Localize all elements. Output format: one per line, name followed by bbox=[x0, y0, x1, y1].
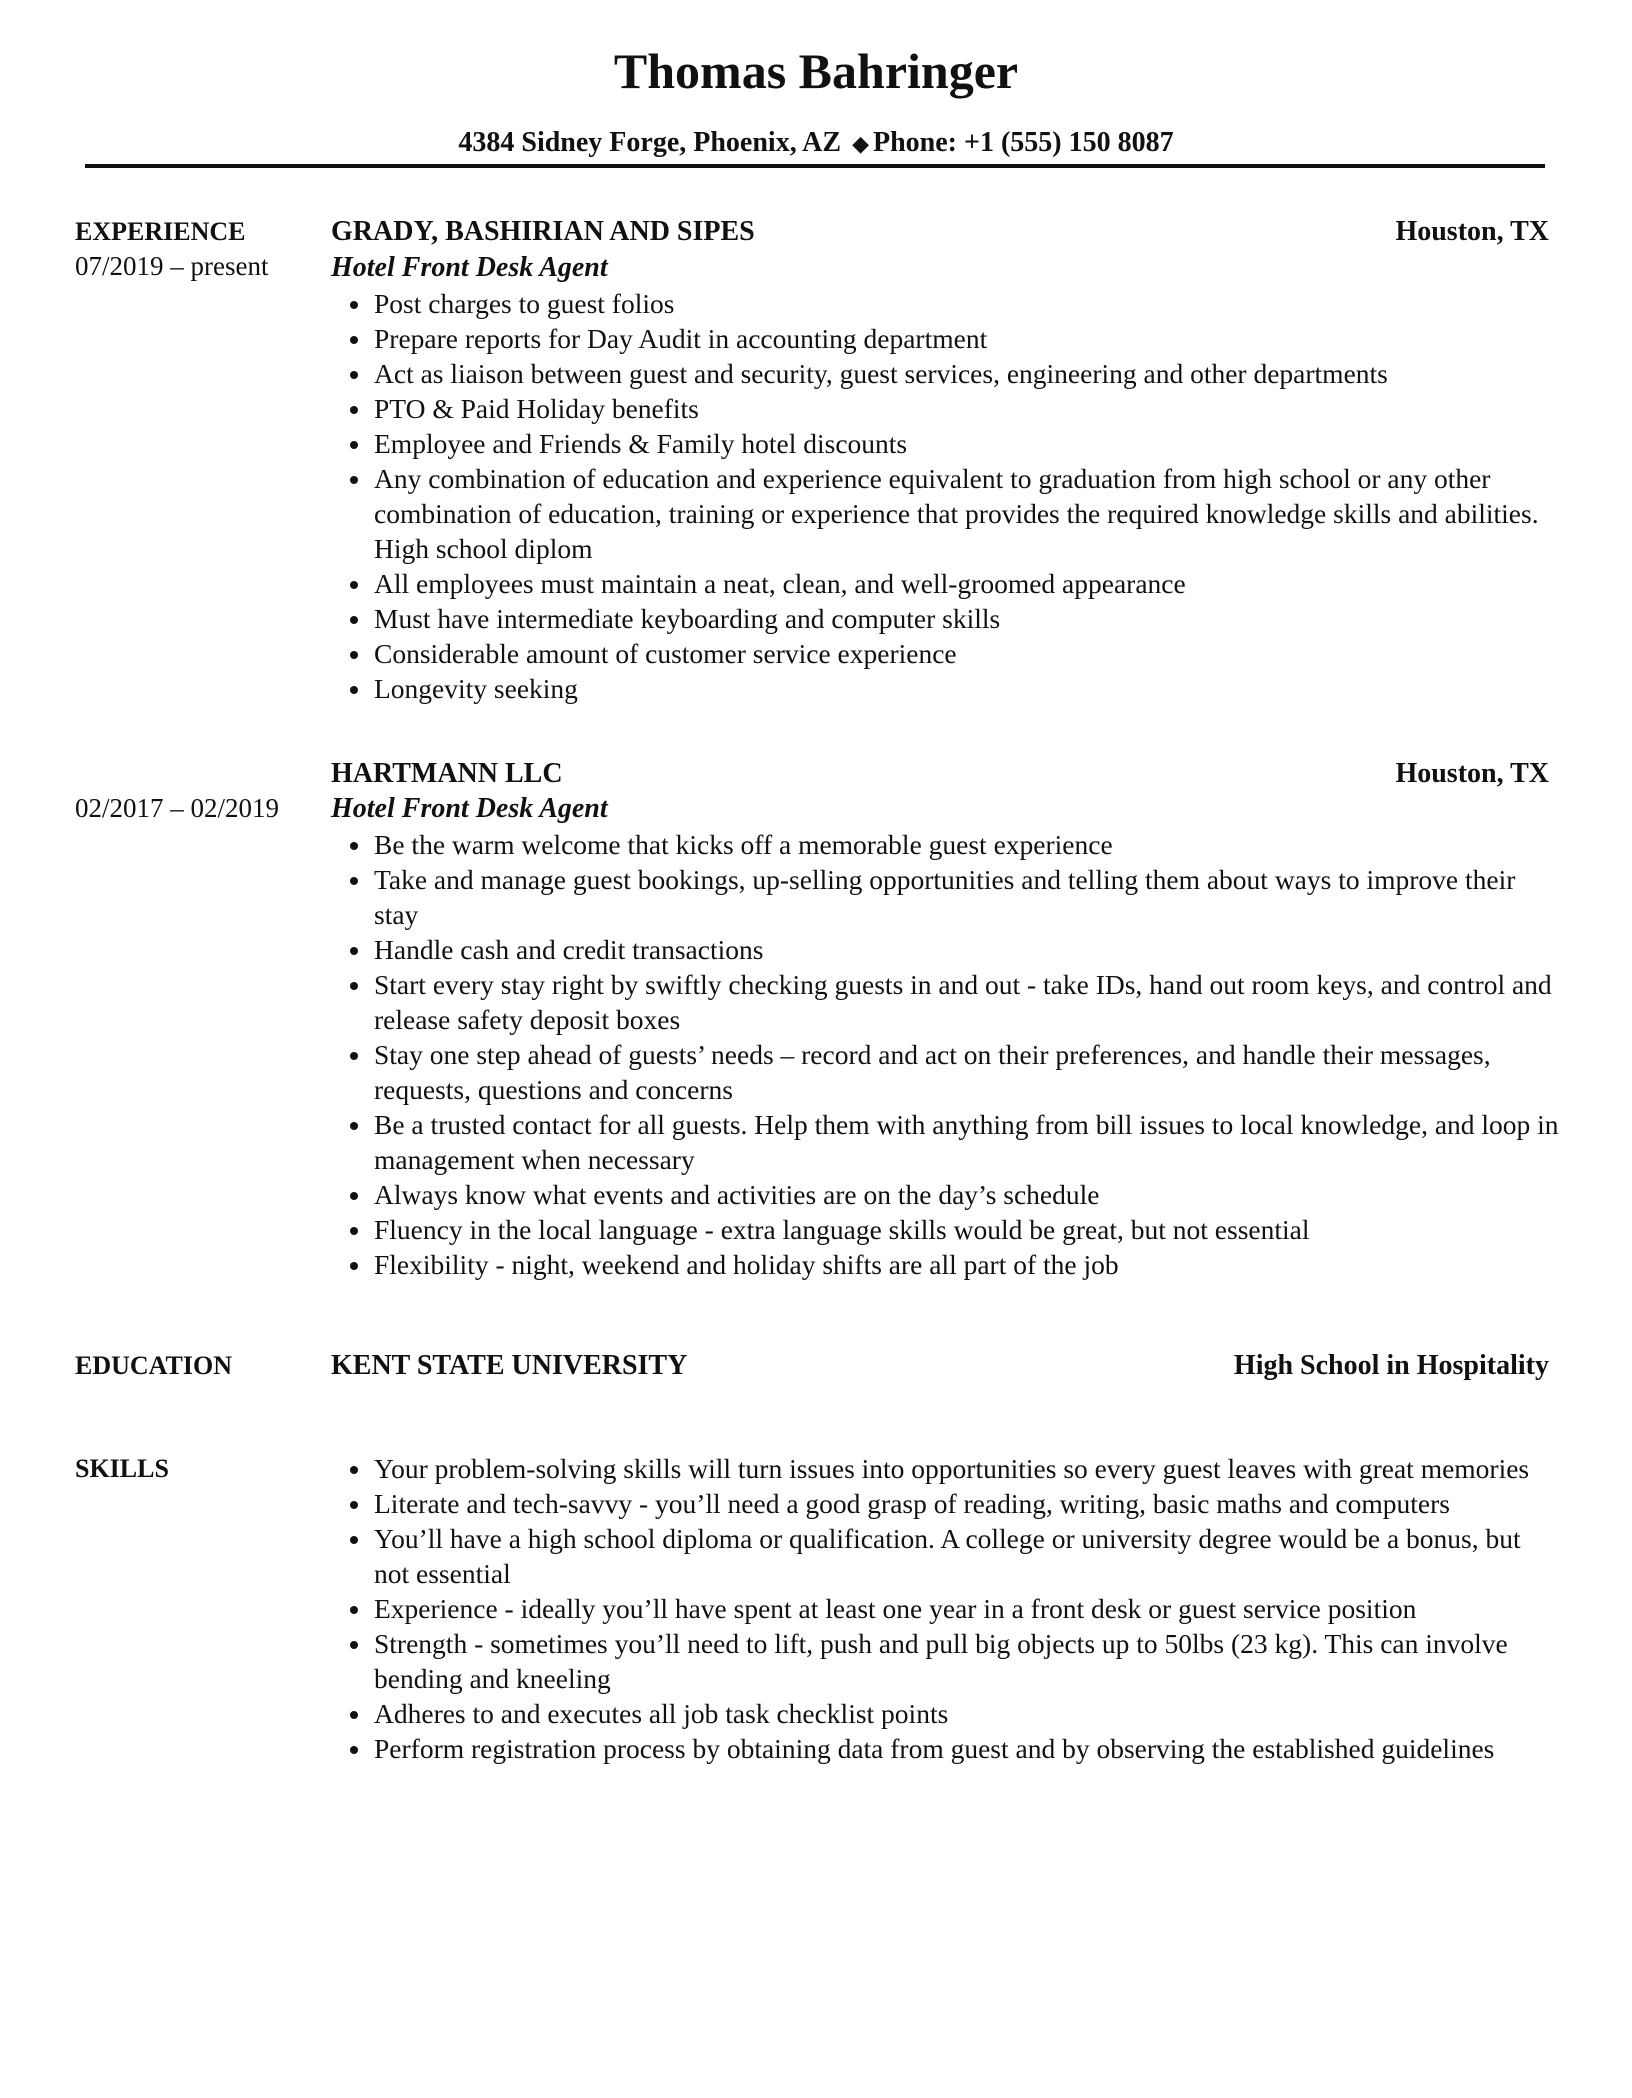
bullet-item bbox=[331, 1037, 1561, 1107]
bullet-text: Your problem-solving skills will turn issues into opportunities so every guest leaves with great memories bbox=[374, 1453, 1530, 1484]
bullet-dot-icon bbox=[350, 651, 358, 659]
bullet-dot-icon bbox=[350, 1262, 358, 1270]
bullet-item bbox=[331, 827, 1561, 862]
header-divider bbox=[85, 164, 1545, 168]
bullet-item bbox=[331, 1247, 1561, 1282]
section-label-experience: EXPERIENCE bbox=[75, 217, 246, 246]
bullet-dot-icon bbox=[350, 1536, 358, 1544]
employer-name: HARTMANN LLC bbox=[331, 758, 563, 789]
bullet-dot-icon bbox=[350, 1711, 358, 1719]
bullet-dot-icon bbox=[350, 877, 358, 885]
school-name: KENT STATE UNIVERSITY bbox=[331, 1350, 688, 1381]
bullet-item bbox=[331, 1696, 1561, 1731]
bullet-text: Strength - sometimes you’ll need to lift, push and pull big objects up to 50lbs (23 kg). This can involve bending and kneeling bbox=[374, 1628, 1508, 1694]
bullet-dot-icon bbox=[350, 1641, 358, 1649]
job-dates: 07/2019 – present bbox=[75, 251, 269, 281]
bullet-dot-icon bbox=[350, 1052, 358, 1060]
bullet-dot-icon bbox=[350, 947, 358, 955]
bullet-dot-icon bbox=[350, 476, 358, 484]
bullet-text: Always know what events and activities are on the day’s schedule bbox=[374, 1179, 1100, 1210]
bullet-dot-icon bbox=[350, 581, 358, 589]
bullet-item bbox=[331, 321, 1561, 356]
bullet-item bbox=[331, 601, 1561, 636]
bullet-item bbox=[331, 566, 1561, 601]
bullet-dot-icon bbox=[350, 1122, 358, 1130]
job-dates: 02/2017 – 02/2019 bbox=[75, 793, 280, 823]
bullet-text: Considerable amount of customer service experience bbox=[374, 638, 957, 669]
bullet-text: Take and manage guest bookings, up-selling opportunities and telling them about ways to improve their stay bbox=[374, 864, 1516, 930]
job-bullets bbox=[331, 827, 1561, 1282]
job-location: Houston, TX bbox=[1395, 758, 1549, 789]
bullet-item bbox=[331, 636, 1561, 671]
bullet-item bbox=[331, 1177, 1561, 1212]
bullet-item bbox=[331, 1451, 1561, 1486]
bullet-text: Post charges to guest folios bbox=[374, 288, 675, 319]
section-label-education: EDUCATION bbox=[75, 1351, 232, 1380]
bullet-dot-icon bbox=[350, 301, 358, 309]
job-location: Houston, TX bbox=[1395, 216, 1549, 247]
bullet-text: Be the warm welcome that kicks off a memorable guest experience bbox=[374, 829, 1113, 860]
bullet-item bbox=[331, 1107, 1561, 1177]
bullet-text: Perform registration process by obtaining data from guest and by observing the established guidelines bbox=[374, 1733, 1495, 1764]
bullet-dot-icon bbox=[350, 1466, 358, 1474]
bullet-dot-icon bbox=[350, 842, 358, 850]
job-bullets bbox=[331, 286, 1561, 706]
bullet-dot-icon bbox=[350, 1192, 358, 1200]
bullet-text: Adheres to and executes all job task checklist points bbox=[374, 1698, 949, 1729]
contact-line bbox=[0, 125, 1632, 162]
bullet-text: Be a trusted contact for all guests. Help them with anything from bill issues to local knowledge, and loop in management when necessary bbox=[374, 1109, 1559, 1175]
bullet-text: Prepare reports for Day Audit in accounting department bbox=[374, 323, 988, 354]
bullet-text: Stay one step ahead of guests’ needs – record and act on their preferences, and handle their messages, requests, questions and concerns bbox=[374, 1039, 1491, 1105]
bullet-dot-icon bbox=[350, 371, 358, 379]
bullet-item bbox=[331, 967, 1561, 1037]
bullet-dot-icon bbox=[350, 406, 358, 414]
bullet-text: PTO & Paid Holiday benefits bbox=[374, 393, 699, 424]
bullet-text: Must have intermediate keyboarding and computer skills bbox=[374, 603, 1001, 634]
bullet-dot-icon bbox=[350, 441, 358, 449]
bullet-item bbox=[331, 461, 1561, 566]
candidate-name: Thomas Bahringer bbox=[613, 43, 1019, 99]
bullet-dot-icon bbox=[350, 686, 358, 694]
bullet-item bbox=[331, 1626, 1561, 1696]
phone-text: Phone: +1 (555) 150 8087 bbox=[873, 127, 1174, 158]
bullet-item bbox=[331, 356, 1561, 391]
bullet-text: Act as liaison between guest and security, guest services, engineering and other departments bbox=[374, 358, 1388, 389]
diamond-separator-icon: ◆ bbox=[852, 131, 869, 156]
bullet-dot-icon bbox=[350, 1227, 358, 1235]
bullet-item bbox=[331, 1591, 1561, 1626]
bullet-text: Literate and tech-savvy - you’ll need a good grasp of reading, writing, basic maths and computers bbox=[374, 1488, 1450, 1519]
bullet-item bbox=[331, 1521, 1561, 1591]
bullet-dot-icon bbox=[350, 1501, 358, 1509]
bullet-item bbox=[331, 862, 1561, 932]
bullet-text: Flexibility - night, weekend and holiday shifts are all part of the job bbox=[374, 1249, 1119, 1280]
bullet-item bbox=[331, 932, 1561, 967]
bullet-item bbox=[331, 391, 1561, 426]
bullet-dot-icon bbox=[350, 1606, 358, 1614]
bullet-item bbox=[331, 1731, 1561, 1766]
bullet-dot-icon bbox=[350, 616, 358, 624]
bullet-text: Start every stay right by swiftly checking guests in and out - take IDs, hand out room keys, and control and release safety deposit boxes bbox=[374, 969, 1552, 1035]
bullet-text: Employee and Friends & Family hotel discounts bbox=[374, 428, 908, 459]
bullet-item bbox=[331, 1486, 1561, 1521]
bullet-item bbox=[331, 1212, 1561, 1247]
skills-bullets bbox=[331, 1451, 1561, 1766]
job-title: Hotel Front Desk Agent bbox=[331, 793, 608, 824]
bullet-text: Handle cash and credit transactions bbox=[374, 934, 764, 965]
employer-name: GRADY, BASHIRIAN AND SIPES bbox=[331, 216, 755, 247]
bullet-text: Longevity seeking bbox=[374, 673, 578, 704]
bullet-dot-icon bbox=[350, 336, 358, 344]
job-title: Hotel Front Desk Agent bbox=[331, 252, 608, 283]
degree-name: High School in Hospitality bbox=[1233, 1350, 1549, 1381]
bullet-text: Any combination of education and experience equivalent to graduation from high school or any other combination of education, training or experience that provides the required knowledge skills and abilities. High school diplom bbox=[374, 463, 1539, 564]
bullet-text: All employees must maintain a neat, clean, and well-groomed appearance bbox=[374, 568, 1186, 599]
section-label-skills: SKILLS bbox=[75, 1454, 169, 1483]
bullet-item bbox=[331, 426, 1561, 461]
address-text: 4384 Sidney Forge, Phoenix, AZ bbox=[458, 127, 842, 158]
bullet-item bbox=[331, 671, 1561, 706]
bullet-dot-icon bbox=[350, 982, 358, 990]
bullet-text: Experience - ideally you’ll have spent at least one year in a front desk or guest service position bbox=[374, 1593, 1417, 1624]
bullet-text: You’ll have a high school diploma or qualification. A college or university degree would be a bonus, but not essential bbox=[374, 1523, 1521, 1589]
bullet-dot-icon bbox=[350, 1746, 358, 1754]
bullet-text: Fluency in the local language - extra language skills would be great, but not essential bbox=[374, 1214, 1310, 1245]
bullet-item bbox=[331, 286, 1561, 321]
